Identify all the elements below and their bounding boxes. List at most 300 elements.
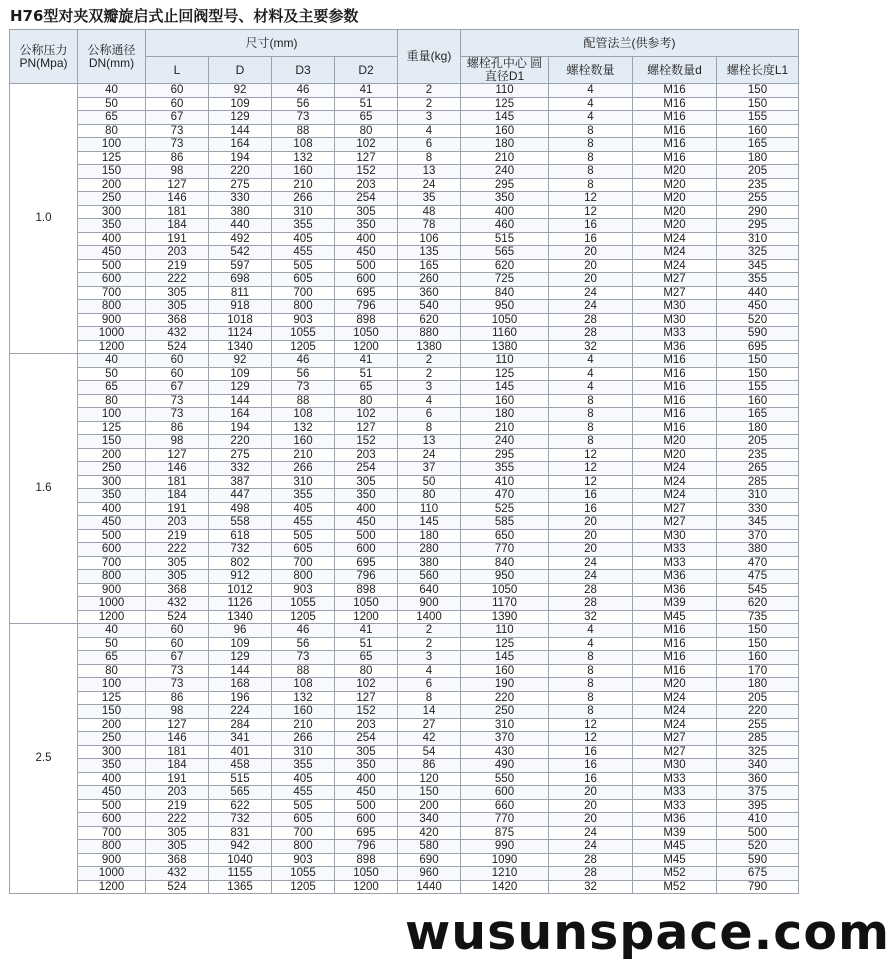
- d2-cell: 1050: [335, 867, 398, 881]
- table-row: [10, 583, 799, 597]
- bolt-size-cell: M27: [633, 745, 717, 759]
- bolt-count-cell: 16: [549, 772, 633, 786]
- bolt-size-cell: M20: [633, 448, 717, 462]
- d3-cell: 88: [272, 394, 335, 408]
- d-cell: 220: [209, 165, 272, 179]
- d-cell: 144: [209, 394, 272, 408]
- bolt-count-cell: 24: [549, 286, 633, 300]
- d2-cell: 41: [335, 84, 398, 98]
- dn-cell: 450: [78, 246, 146, 260]
- d3-cell: 1205: [272, 340, 335, 354]
- weight-cell: 150: [398, 786, 461, 800]
- weight-cell: 110: [398, 502, 461, 516]
- table-row: [10, 813, 799, 827]
- d3-cell: 46: [272, 84, 335, 98]
- bolt-size-cell: M45: [633, 840, 717, 854]
- bolt-size-cell: M24: [633, 718, 717, 732]
- bolt-count-cell: 32: [549, 880, 633, 894]
- bolt-count-cell: 16: [549, 489, 633, 503]
- d3-cell: 266: [272, 732, 335, 746]
- d2-cell: 203: [335, 448, 398, 462]
- d-cell: 558: [209, 516, 272, 530]
- header-dn: 公称通径 DN(mm): [78, 30, 146, 84]
- weight-cell: 2: [398, 624, 461, 638]
- bolt-size-cell: M30: [633, 300, 717, 314]
- header-flange: 配管法兰(供参考): [461, 30, 799, 57]
- bolt-circle-cell: 160: [461, 124, 549, 138]
- table-row: [10, 502, 799, 516]
- d-cell: 622: [209, 799, 272, 813]
- table-row: [10, 597, 799, 611]
- d2-cell: 1200: [335, 880, 398, 894]
- bolt-length-cell: 150: [717, 367, 799, 381]
- d2-cell: 254: [335, 192, 398, 206]
- dn-cell: 150: [78, 435, 146, 449]
- d-cell: 109: [209, 97, 272, 111]
- bolt-count-cell: 20: [549, 813, 633, 827]
- d2-cell: 450: [335, 516, 398, 530]
- bolt-count-cell: 12: [549, 732, 633, 746]
- dn-cell: 600: [78, 273, 146, 287]
- table-row: [10, 340, 799, 354]
- header-l: L: [146, 57, 209, 84]
- dn-cell: 250: [78, 462, 146, 476]
- bolt-circle-cell: 565: [461, 246, 549, 260]
- bolt-length-cell: 675: [717, 867, 799, 881]
- header-weight: 重量(kg): [398, 30, 461, 84]
- weight-cell: 3: [398, 381, 461, 395]
- bolt-count-cell: 8: [549, 394, 633, 408]
- bolt-circle-cell: 1050: [461, 313, 549, 327]
- l-cell: 60: [146, 637, 209, 651]
- d-cell: 109: [209, 637, 272, 651]
- weight-cell: 42: [398, 732, 461, 746]
- dn-cell: 800: [78, 300, 146, 314]
- d-cell: 194: [209, 151, 272, 165]
- weight-cell: 78: [398, 219, 461, 233]
- dn-cell: 800: [78, 840, 146, 854]
- bolt-size-cell: M27: [633, 516, 717, 530]
- table-row: [10, 691, 799, 705]
- d3-cell: 1055: [272, 327, 335, 341]
- bolt-length-cell: 410: [717, 813, 799, 827]
- l-cell: 184: [146, 759, 209, 773]
- l-cell: 432: [146, 867, 209, 881]
- bolt-circle-cell: 160: [461, 394, 549, 408]
- d3-cell: 405: [272, 772, 335, 786]
- d2-cell: 350: [335, 489, 398, 503]
- d2-cell: 51: [335, 97, 398, 111]
- d2-cell: 500: [335, 529, 398, 543]
- weight-cell: 1440: [398, 880, 461, 894]
- d-cell: 918: [209, 300, 272, 314]
- d2-cell: 400: [335, 232, 398, 246]
- d2-cell: 102: [335, 408, 398, 422]
- d3-cell: 73: [272, 651, 335, 665]
- dn-cell: 65: [78, 651, 146, 665]
- d2-cell: 41: [335, 624, 398, 638]
- d2-cell: 305: [335, 205, 398, 219]
- dn-cell: 150: [78, 165, 146, 179]
- bolt-size-cell: M27: [633, 273, 717, 287]
- bolt-count-cell: 28: [549, 583, 633, 597]
- l-cell: 524: [146, 340, 209, 354]
- d3-cell: 73: [272, 381, 335, 395]
- bolt-length-cell: 155: [717, 381, 799, 395]
- bolt-length-cell: 170: [717, 664, 799, 678]
- l-cell: 67: [146, 651, 209, 665]
- bolt-circle-cell: 525: [461, 502, 549, 516]
- bolt-size-cell: M16: [633, 367, 717, 381]
- bolt-length-cell: 290: [717, 205, 799, 219]
- weight-cell: 2: [398, 84, 461, 98]
- bolt-length-cell: 205: [717, 435, 799, 449]
- document-title: H76型对夹双瓣旋启式止回阀型号、材料及主要参数: [10, 7, 359, 25]
- bolt-length-cell: 150: [717, 637, 799, 651]
- d-cell: 447: [209, 489, 272, 503]
- bolt-count-cell: 16: [549, 759, 633, 773]
- bolt-length-cell: 180: [717, 151, 799, 165]
- table-row: [10, 556, 799, 570]
- d-cell: 194: [209, 421, 272, 435]
- bolt-size-cell: M20: [633, 178, 717, 192]
- bolt-circle-cell: 600: [461, 786, 549, 800]
- bolt-size-cell: M33: [633, 327, 717, 341]
- bolt-circle-cell: 145: [461, 651, 549, 665]
- l-cell: 86: [146, 421, 209, 435]
- bolt-circle-cell: 585: [461, 516, 549, 530]
- l-cell: 222: [146, 813, 209, 827]
- table-row: [10, 840, 799, 854]
- dn-cell: 300: [78, 745, 146, 759]
- d2-cell: 450: [335, 786, 398, 800]
- bolt-size-cell: M30: [633, 759, 717, 773]
- header-bolt-size: 螺栓数量d: [633, 57, 717, 84]
- bolt-circle-cell: 145: [461, 381, 549, 395]
- weight-cell: 13: [398, 165, 461, 179]
- bolt-count-cell: 20: [549, 516, 633, 530]
- d-cell: 109: [209, 367, 272, 381]
- l-cell: 305: [146, 570, 209, 584]
- bolt-circle-cell: 145: [461, 111, 549, 125]
- d3-cell: 56: [272, 637, 335, 651]
- weight-cell: 48: [398, 205, 461, 219]
- weight-cell: 260: [398, 273, 461, 287]
- dn-cell: 125: [78, 691, 146, 705]
- weight-cell: 3: [398, 651, 461, 665]
- d2-cell: 695: [335, 286, 398, 300]
- weight-cell: 2: [398, 367, 461, 381]
- weight-cell: 540: [398, 300, 461, 314]
- d-cell: 92: [209, 84, 272, 98]
- d2-cell: 127: [335, 151, 398, 165]
- d2-cell: 695: [335, 556, 398, 570]
- l-cell: 432: [146, 597, 209, 611]
- l-cell: 127: [146, 178, 209, 192]
- dn-cell: 50: [78, 367, 146, 381]
- d2-cell: 41: [335, 354, 398, 368]
- bolt-size-cell: M24: [633, 705, 717, 719]
- table-row: [10, 421, 799, 435]
- d3-cell: 700: [272, 826, 335, 840]
- bolt-size-cell: M16: [633, 394, 717, 408]
- bolt-circle-cell: 770: [461, 813, 549, 827]
- bolt-size-cell: M33: [633, 543, 717, 557]
- bolt-length-cell: 150: [717, 84, 799, 98]
- d2-cell: 1050: [335, 597, 398, 611]
- d-cell: 802: [209, 556, 272, 570]
- d3-cell: 605: [272, 543, 335, 557]
- l-cell: 181: [146, 475, 209, 489]
- dn-cell: 40: [78, 84, 146, 98]
- bolt-length-cell: 395: [717, 799, 799, 813]
- d3-cell: 405: [272, 232, 335, 246]
- table-row: [10, 475, 799, 489]
- bolt-size-cell: M16: [633, 664, 717, 678]
- bolt-size-cell: M27: [633, 502, 717, 516]
- bolt-circle-cell: 1160: [461, 327, 549, 341]
- l-cell: 86: [146, 151, 209, 165]
- d-cell: 92: [209, 354, 272, 368]
- l-cell: 219: [146, 529, 209, 543]
- d2-cell: 1200: [335, 340, 398, 354]
- d3-cell: 800: [272, 570, 335, 584]
- l-cell: 305: [146, 840, 209, 854]
- bolt-circle-cell: 1210: [461, 867, 549, 881]
- bolt-count-cell: 8: [549, 138, 633, 152]
- d-cell: 597: [209, 259, 272, 273]
- weight-cell: 200: [398, 799, 461, 813]
- d2-cell: 796: [335, 840, 398, 854]
- d3-cell: 210: [272, 718, 335, 732]
- table-row: [10, 637, 799, 651]
- l-cell: 60: [146, 97, 209, 111]
- d2-cell: 102: [335, 678, 398, 692]
- d-cell: 332: [209, 462, 272, 476]
- table-row: [10, 192, 799, 206]
- bolt-length-cell: 285: [717, 732, 799, 746]
- bolt-count-cell: 20: [549, 799, 633, 813]
- d-cell: 1126: [209, 597, 272, 611]
- d2-cell: 796: [335, 300, 398, 314]
- weight-cell: 640: [398, 583, 461, 597]
- d3-cell: 160: [272, 705, 335, 719]
- d2-cell: 1050: [335, 327, 398, 341]
- bolt-length-cell: 520: [717, 840, 799, 854]
- bolt-size-cell: M16: [633, 124, 717, 138]
- l-cell: 146: [146, 462, 209, 476]
- table-row: [10, 286, 799, 300]
- bolt-length-cell: 265: [717, 462, 799, 476]
- d2-cell: 400: [335, 502, 398, 516]
- table-row: [10, 97, 799, 111]
- bolt-size-cell: M16: [633, 97, 717, 111]
- bolt-length-cell: 375: [717, 786, 799, 800]
- bolt-count-cell: 28: [549, 327, 633, 341]
- l-cell: 305: [146, 300, 209, 314]
- d-cell: 942: [209, 840, 272, 854]
- bolt-count-cell: 8: [549, 165, 633, 179]
- d-cell: 284: [209, 718, 272, 732]
- d-cell: 129: [209, 651, 272, 665]
- bolt-count-cell: 16: [549, 502, 633, 516]
- table-row: [10, 678, 799, 692]
- bolt-count-cell: 20: [549, 786, 633, 800]
- table-row: [10, 219, 799, 233]
- d-cell: 275: [209, 448, 272, 462]
- bolt-count-cell: 4: [549, 381, 633, 395]
- d-cell: 224: [209, 705, 272, 719]
- bolt-size-cell: M30: [633, 313, 717, 327]
- bolt-circle-cell: 770: [461, 543, 549, 557]
- bolt-circle-cell: 240: [461, 435, 549, 449]
- dn-cell: 1200: [78, 880, 146, 894]
- d3-cell: 108: [272, 678, 335, 692]
- weight-cell: 54: [398, 745, 461, 759]
- l-cell: 203: [146, 516, 209, 530]
- d3-cell: 160: [272, 435, 335, 449]
- dn-cell: 900: [78, 583, 146, 597]
- dn-cell: 80: [78, 124, 146, 138]
- bolt-length-cell: 470: [717, 556, 799, 570]
- bolt-circle-cell: 295: [461, 448, 549, 462]
- weight-cell: 13: [398, 435, 461, 449]
- weight-cell: 145: [398, 516, 461, 530]
- bolt-size-cell: M27: [633, 732, 717, 746]
- weight-cell: 2: [398, 637, 461, 651]
- dn-cell: 600: [78, 543, 146, 557]
- d-cell: 1040: [209, 853, 272, 867]
- d3-cell: 73: [272, 111, 335, 125]
- table-row: [10, 772, 799, 786]
- d2-cell: 898: [335, 313, 398, 327]
- bolt-circle-cell: 950: [461, 300, 549, 314]
- table-row: [10, 327, 799, 341]
- l-cell: 368: [146, 853, 209, 867]
- bolt-size-cell: M24: [633, 475, 717, 489]
- dn-cell: 100: [78, 138, 146, 152]
- weight-cell: 960: [398, 867, 461, 881]
- weight-cell: 24: [398, 448, 461, 462]
- d-cell: 565: [209, 786, 272, 800]
- d3-cell: 1055: [272, 867, 335, 881]
- weight-cell: 27: [398, 718, 461, 732]
- bolt-size-cell: M52: [633, 867, 717, 881]
- table-row: [10, 138, 799, 152]
- bolt-length-cell: 790: [717, 880, 799, 894]
- d3-cell: 505: [272, 799, 335, 813]
- table-row: [10, 759, 799, 773]
- table-row: [10, 300, 799, 314]
- d2-cell: 254: [335, 462, 398, 476]
- d2-cell: 400: [335, 772, 398, 786]
- bolt-count-cell: 28: [549, 597, 633, 611]
- bolt-length-cell: 150: [717, 624, 799, 638]
- bolt-count-cell: 4: [549, 354, 633, 368]
- table-row: [10, 84, 799, 98]
- weight-cell: 50: [398, 475, 461, 489]
- bolt-length-cell: 285: [717, 475, 799, 489]
- bolt-size-cell: M20: [633, 165, 717, 179]
- bolt-circle-cell: 1420: [461, 880, 549, 894]
- l-cell: 181: [146, 745, 209, 759]
- d2-cell: 152: [335, 705, 398, 719]
- table-row: [10, 705, 799, 719]
- l-cell: 60: [146, 354, 209, 368]
- d-cell: 1155: [209, 867, 272, 881]
- d2-cell: 450: [335, 246, 398, 260]
- l-cell: 191: [146, 232, 209, 246]
- d3-cell: 355: [272, 219, 335, 233]
- bolt-length-cell: 205: [717, 165, 799, 179]
- dn-cell: 100: [78, 408, 146, 422]
- weight-cell: 2: [398, 97, 461, 111]
- bolt-size-cell: M20: [633, 205, 717, 219]
- dn-cell: 450: [78, 786, 146, 800]
- d3-cell: 266: [272, 192, 335, 206]
- bolt-size-cell: M52: [633, 880, 717, 894]
- dn-cell: 1000: [78, 327, 146, 341]
- bolt-count-cell: 8: [549, 664, 633, 678]
- weight-cell: 35: [398, 192, 461, 206]
- d2-cell: 152: [335, 435, 398, 449]
- table-row: [10, 273, 799, 287]
- table-row: [10, 732, 799, 746]
- l-cell: 184: [146, 489, 209, 503]
- weight-cell: 180: [398, 529, 461, 543]
- d2-cell: 500: [335, 259, 398, 273]
- table-row: [10, 489, 799, 503]
- l-cell: 368: [146, 313, 209, 327]
- bolt-length-cell: 440: [717, 286, 799, 300]
- bolt-length-cell: 235: [717, 448, 799, 462]
- bolt-length-cell: 325: [717, 246, 799, 260]
- table-row: [10, 745, 799, 759]
- bolt-length-cell: 345: [717, 259, 799, 273]
- bolt-length-cell: 205: [717, 691, 799, 705]
- bolt-count-cell: 24: [549, 570, 633, 584]
- l-cell: 203: [146, 786, 209, 800]
- d3-cell: 455: [272, 246, 335, 260]
- bolt-size-cell: M24: [633, 489, 717, 503]
- bolt-size-cell: M24: [633, 246, 717, 260]
- bolt-length-cell: 160: [717, 651, 799, 665]
- d-cell: 330: [209, 192, 272, 206]
- dn-cell: 500: [78, 259, 146, 273]
- bolt-length-cell: 370: [717, 529, 799, 543]
- bolt-length-cell: 180: [717, 678, 799, 692]
- table-row: [10, 124, 799, 138]
- bolt-length-cell: 155: [717, 111, 799, 125]
- table-row: [10, 354, 799, 368]
- bolt-length-cell: 165: [717, 138, 799, 152]
- bolt-size-cell: M16: [633, 408, 717, 422]
- bolt-circle-cell: 1050: [461, 583, 549, 597]
- d-cell: 542: [209, 246, 272, 260]
- bolt-length-cell: 325: [717, 745, 799, 759]
- dn-cell: 125: [78, 151, 146, 165]
- d2-cell: 65: [335, 651, 398, 665]
- d3-cell: 1205: [272, 610, 335, 624]
- bolt-length-cell: 340: [717, 759, 799, 773]
- header-pn: 公称压力 PN(Mpa): [10, 30, 78, 84]
- bolt-circle-cell: 240: [461, 165, 549, 179]
- bolt-size-cell: M20: [633, 192, 717, 206]
- d3-cell: 455: [272, 786, 335, 800]
- weight-cell: 14: [398, 705, 461, 719]
- d3-cell: 355: [272, 759, 335, 773]
- bolt-length-cell: 160: [717, 394, 799, 408]
